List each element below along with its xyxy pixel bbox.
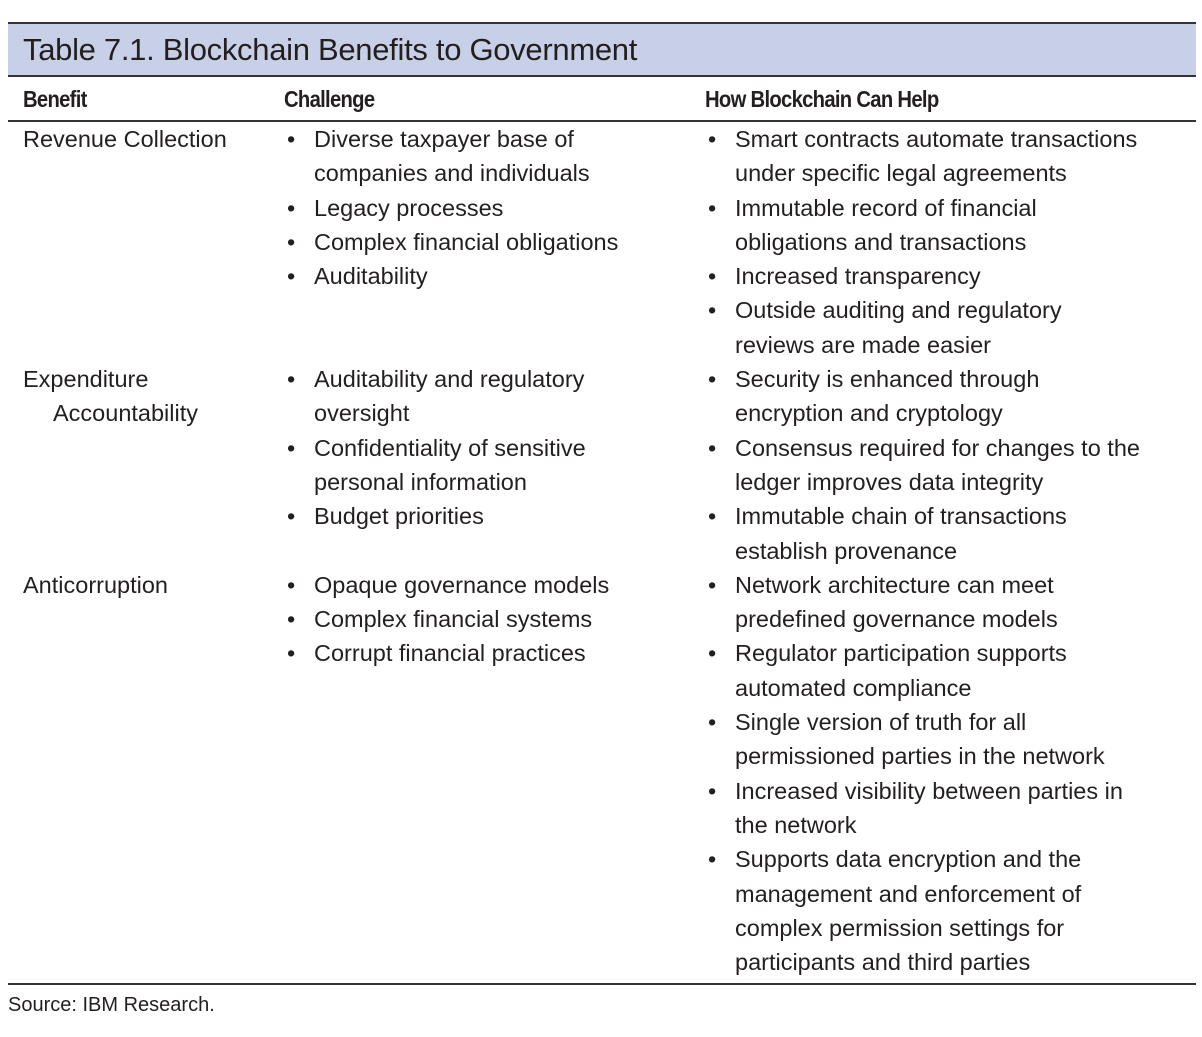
bullet-icon: • (708, 640, 717, 667)
help-item (708, 705, 1188, 774)
bullet-icon: • (287, 606, 296, 633)
challenge-item (287, 259, 708, 293)
challenge-item (287, 636, 708, 670)
help-item (708, 431, 1188, 500)
help-text: Single version of truth for all permissioned parties in the network (735, 709, 1105, 770)
bullet-icon: • (287, 434, 296, 461)
help-text: Regulator participation supports automated compliance (735, 640, 1067, 701)
challenge-cell (287, 122, 708, 362)
table-title-bar (8, 22, 1196, 77)
help-text: Network architecture can meet predefined governance models (735, 571, 1058, 633)
challenge-cell (287, 362, 708, 568)
help-item (708, 122, 1188, 191)
help-item (708, 774, 1188, 843)
source-note: Source: IBM Research. (8, 994, 215, 1016)
header-benefit: Benefit (23, 86, 87, 112)
challenge-text: Corrupt financial practices (314, 640, 586, 667)
benefit-label: Revenue Collection (23, 126, 227, 152)
table-row (8, 362, 1196, 568)
challenge-item (287, 191, 708, 225)
benefit-label: Expenditure (23, 366, 149, 393)
challenge-text: Complex financial systems (314, 606, 593, 633)
bullet-icon: • (708, 366, 717, 393)
challenge-item (287, 568, 708, 602)
challenge-cell (287, 568, 708, 980)
help-item (708, 362, 1188, 431)
bullet-icon: • (708, 297, 717, 324)
benefit-label: Anticorruption (23, 571, 168, 598)
challenge-text: Diverse taxpayer base of companies and individuals (314, 126, 590, 187)
challenge-item (287, 499, 708, 533)
bullet-icon: • (287, 126, 296, 152)
challenge-text: Auditability (314, 263, 428, 290)
help-item (708, 842, 1188, 979)
bullet-icon: • (287, 366, 296, 393)
help-text: Increased transparency (735, 263, 981, 290)
table-header (8, 77, 1196, 122)
challenge-text: Auditability and regulatory oversight (314, 366, 585, 427)
challenge-text: Opaque governance models (314, 571, 610, 598)
help-item (708, 636, 1188, 705)
table-row (8, 122, 1196, 362)
challenge-text: Complex financial obligations (314, 228, 619, 255)
table-title: Table 7.1. Blockchain Benefits to Government (23, 32, 638, 67)
bullet-icon: • (287, 228, 296, 255)
bullet-icon: • (708, 263, 717, 290)
bullet-icon: • (708, 846, 717, 873)
challenge-text: Legacy processes (314, 194, 504, 221)
bullet-icon: • (708, 571, 717, 598)
help-text: Outside auditing and regulatory reviews are made easier (735, 297, 1062, 358)
bullet-icon: • (287, 503, 296, 530)
help-text: Smart contracts automate transactions under specific legal agreements (735, 126, 1138, 187)
challenge-item (287, 225, 708, 259)
challenge-item (287, 362, 708, 431)
challenge-item (287, 122, 708, 191)
benefits-table (8, 22, 1196, 985)
help-cell (708, 122, 1188, 362)
bullet-icon: • (287, 640, 296, 667)
help-text: Security is enhanced through encryption and cryptology (735, 366, 1040, 427)
benefit-cell (23, 568, 273, 602)
bullet-icon: • (708, 194, 717, 221)
help-text: Consensus required for changes to the ledger improves data integrity (735, 434, 1140, 495)
help-cell (708, 362, 1188, 568)
benefit-cell (23, 362, 273, 431)
help-text: Supports data encryption and the management and enforcement of complex permission settings for participants and third parties (735, 846, 1082, 976)
help-item (708, 191, 1188, 260)
header-how-blockchain-can-help: How Blockchain Can Help (705, 86, 939, 112)
help-text: Immutable record of financial obligations and transactions (735, 194, 1037, 255)
challenge-item (287, 431, 708, 500)
bullet-icon: • (287, 194, 296, 221)
benefit-label: Accountability (53, 400, 198, 427)
help-text: Increased visibility between parties in the network (735, 777, 1123, 838)
bullet-icon: • (708, 709, 717, 736)
help-item (708, 499, 1188, 568)
bullet-icon: • (708, 777, 717, 804)
table-body (8, 122, 1196, 985)
help-text: Immutable chain of transactions establish provenance (735, 503, 1067, 564)
challenge-item (287, 602, 708, 636)
bullet-icon: • (708, 434, 717, 461)
challenge-text: Confidentiality of sensitive personal information (314, 434, 586, 495)
benefit-cell (23, 122, 273, 156)
bullet-icon: • (708, 126, 717, 152)
bullet-icon: • (287, 263, 296, 290)
help-item (708, 259, 1188, 293)
challenge-text: Budget priorities (314, 503, 484, 530)
help-cell (708, 568, 1188, 980)
help-item (708, 293, 1188, 362)
header-challenge: Challenge (284, 86, 375, 112)
help-item (708, 568, 1188, 637)
bullet-icon: • (708, 503, 717, 530)
table-row (8, 568, 1196, 980)
bullet-icon: • (287, 571, 296, 598)
